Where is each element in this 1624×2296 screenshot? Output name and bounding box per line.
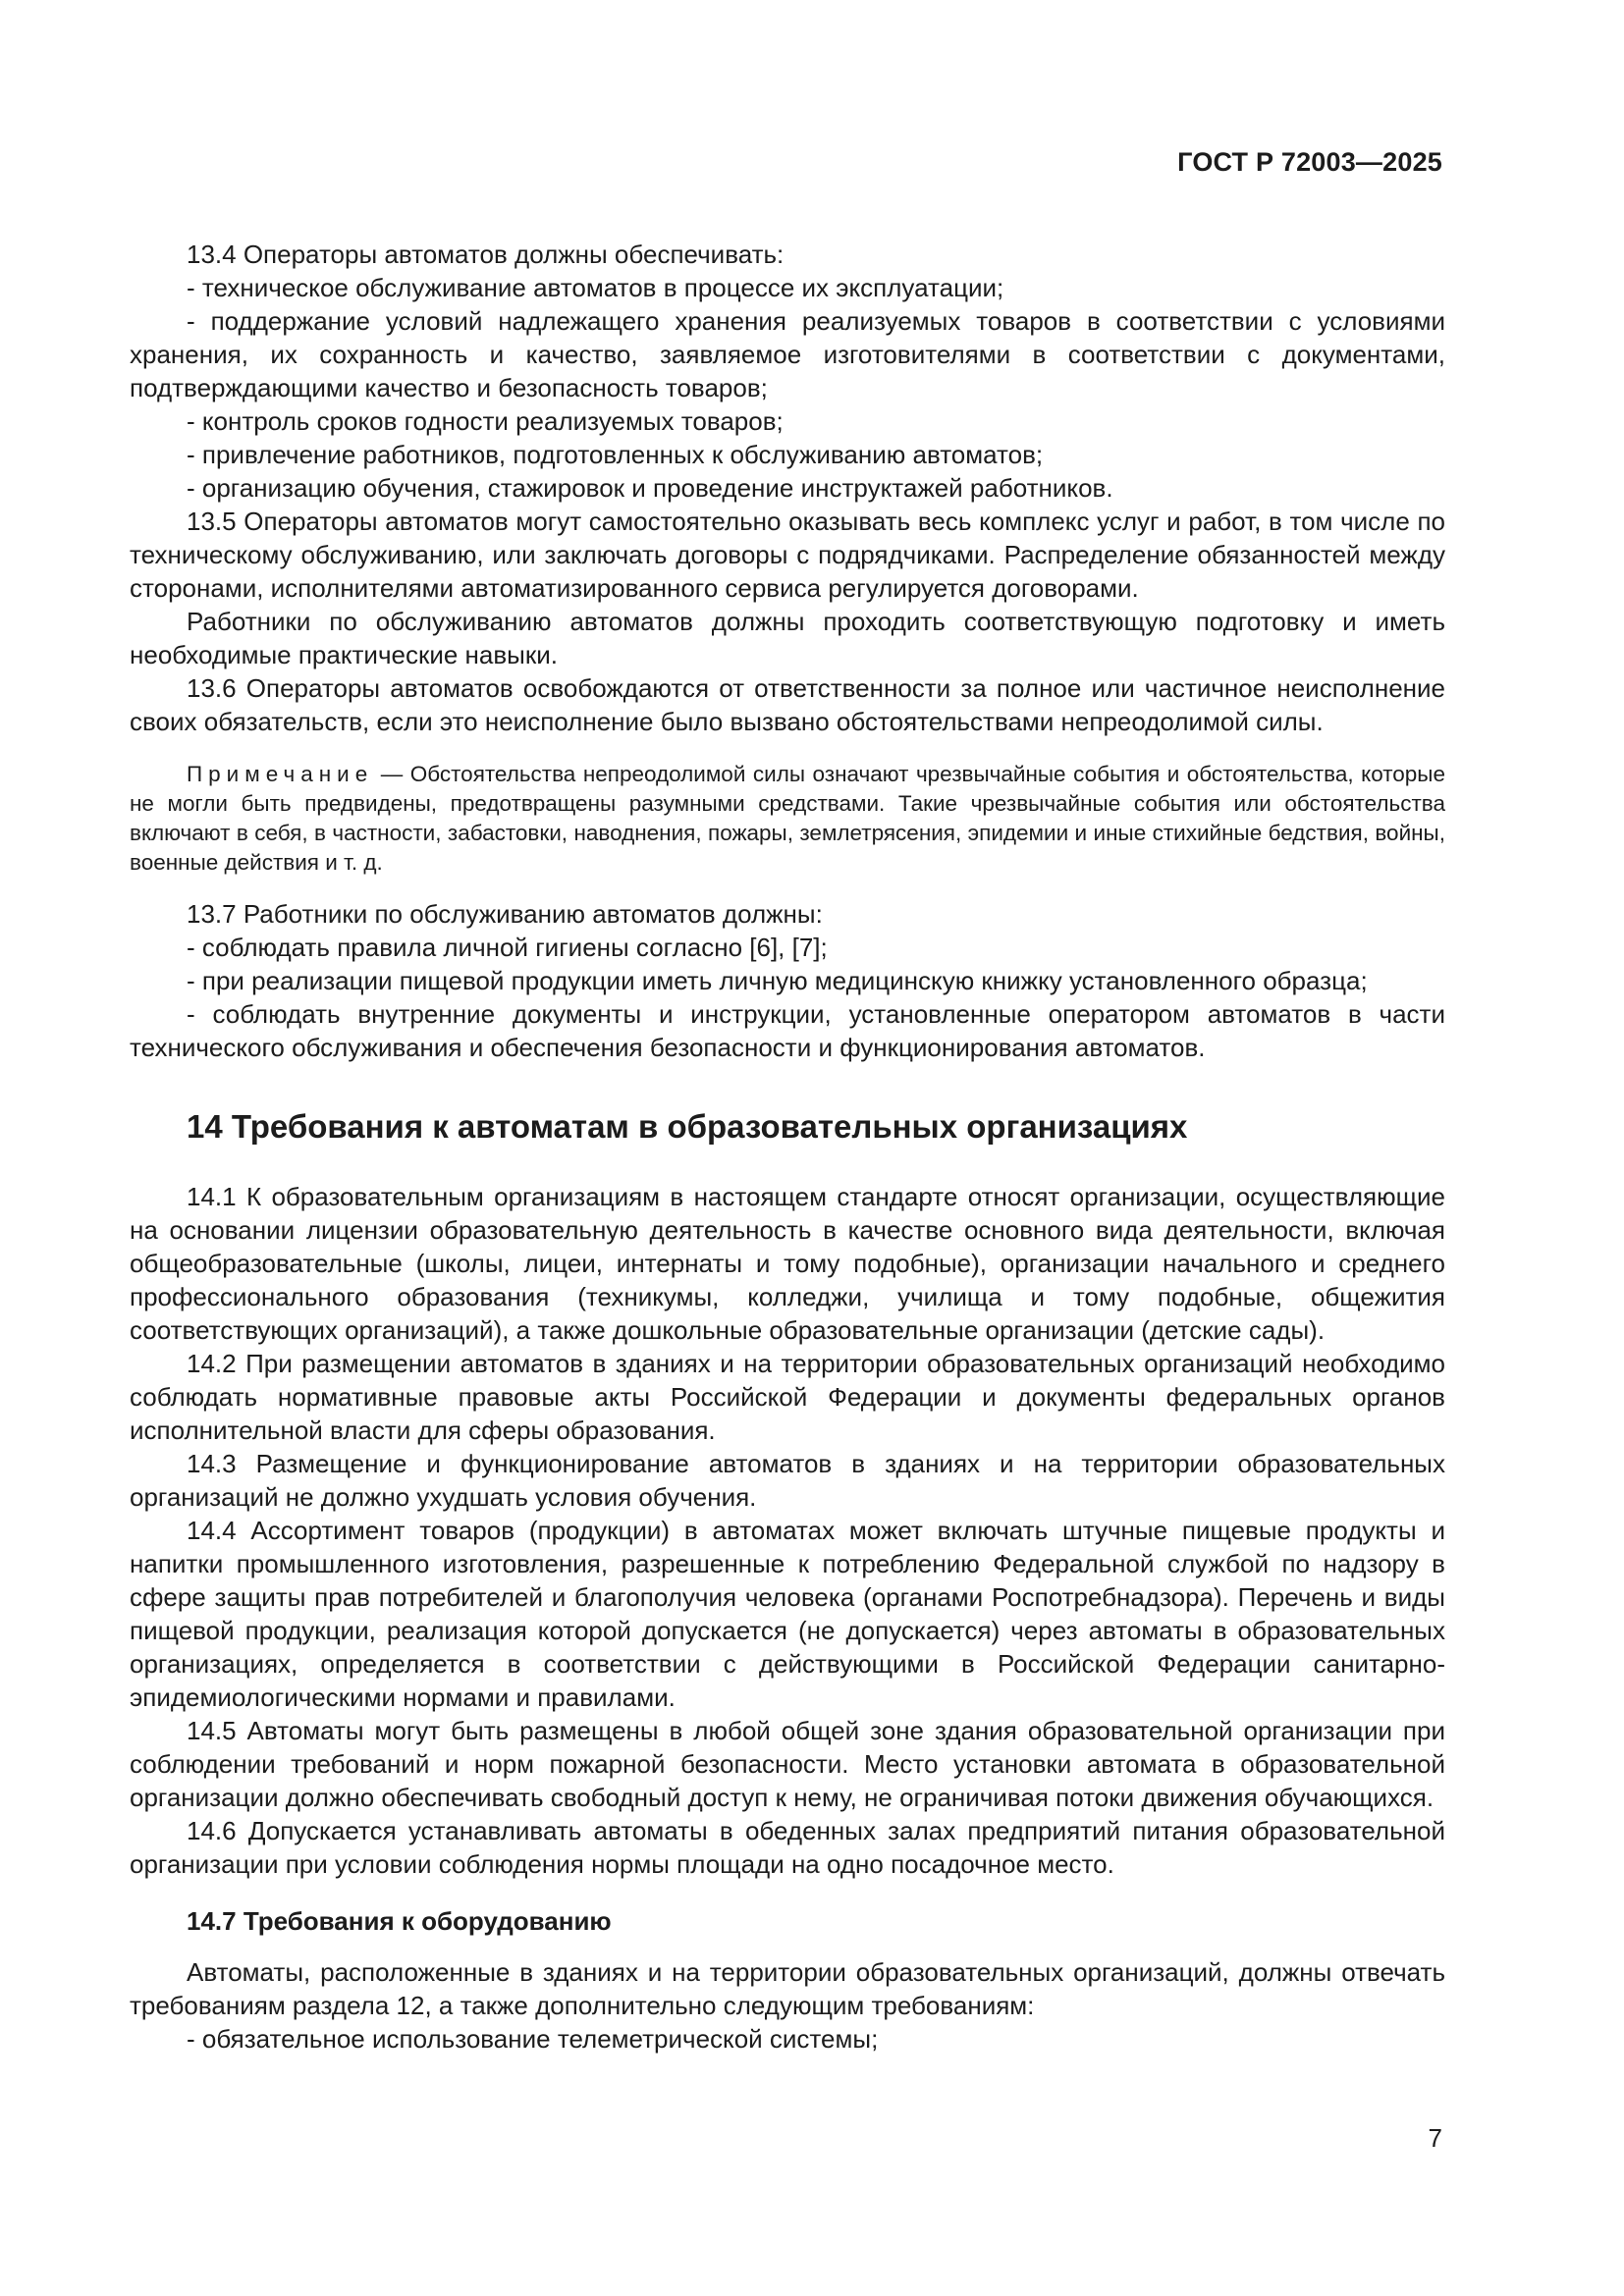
clause-13-6: 13.6 Операторы автоматов освобождаются от ответственности за полное или частичное неисполнение своих обязательств, если это неисполнение было вызвано обстоятельствами непреодолимой силы. — [130, 673, 1445, 736]
clause-13-7-block — [130, 897, 1445, 1064]
note-label: Примечание — [187, 762, 374, 786]
list-item: - поддержание условий надлежащего хранения реализуемых товаров в соответствии с условиями хранения, их сохранность и качество, заявляемое изготовителями в соответствии с документами, подтверждающими качество и безопасность товаров; — [130, 306, 1445, 402]
clause-14-1: 14.1 К образовательным организациям в настоящем стандарте относят организации, осуществляющие на основании лицензии образовательную деятельность в качестве основного вида деятельности, включая общеобразовательные (школы, лицеи, интернаты и тому подобные), организации начального и среднего профессионального образования (техникумы, колледжи, училища и тому подобные, общежития соответствующих организаций), а также дошкольные образовательные организации (детские сады). — [130, 1182, 1445, 1345]
page-number: 7 — [1428, 2123, 1442, 2153]
list-item: - организацию обучения, стажировок и проведение инструктажей работников. — [187, 473, 1113, 503]
list-item: - соблюдать внутренние документы и инструкции, установленные оператором автоматов в части технического обслуживания и обеспечения безопасности и функционирования автоматов. — [130, 999, 1445, 1062]
section-14-body — [130, 1180, 1445, 1881]
section-14-heading: 14 Требования к автоматам в образовательных организациях — [187, 1108, 1188, 1145]
document-code: ГОСТ Р 72003—2025 — [1177, 147, 1442, 177]
list-item: - при реализации пищевой продукции иметь личную медицинскую книжку установленного образца; — [187, 966, 1368, 995]
clause-14-4: 14.4 Ассортимент товаров (продукции) в автоматах может включать штучные пищевые продукты и напитки промышленного изготовления, разрешенные к потреблению Федеральной службой по надзору в сфере защиты прав потребителей и благополучия человека (органами Роспотребнадзора). Перечень и виды пищевой продукции, реализация которой допускается (не допускается) через автоматы в образовательных организациях, определяется в соответствии с действующими в Российской Федерации санитарно-эпидемиологическими нормами и правилами. — [130, 1516, 1445, 1712]
clause-13-4: 13.4 Операторы автоматов должны обеспечивать: — [187, 240, 785, 269]
list-item: - техническое обслуживание автоматов в процессе их эксплуатации; — [187, 273, 1004, 302]
subsection-14-7-heading: 14.7 Требования к оборудованию — [187, 1906, 612, 1936]
list-item: - привлечение работников, подготовленных к обслуживанию автоматов; — [187, 440, 1044, 469]
clause-13-4-block — [130, 238, 1445, 738]
note — [130, 760, 1445, 878]
clause-14-2: 14.2 При размещении автоматов в зданиях и на территории образовательных организаций необходимо соблюдать нормативные правовые акты Российской Федерации и документы федеральных органов исполнительной власти для сферы образования. — [130, 1349, 1445, 1445]
paragraph: Автоматы, расположенные в зданиях и на территории образовательных организаций, должны отвечать требованиям раздела 12, а также дополнительно следующим требованиям: — [130, 1957, 1445, 2020]
paragraph: Работники по обслуживанию автоматов должны проходить соответствующую подготовку и иметь необходимые практические навыки. — [130, 607, 1445, 669]
list-item: - обязательное использование телеметрической системы; — [187, 2024, 879, 2054]
subsection-14-7-body — [130, 1955, 1445, 2056]
clause-14-5: 14.5 Автоматы могут быть размещены в любой общей зоне здания образовательной организации при соблюдении требований и норм пожарной безопасности. Место установки автомата в образовательной организации должно обеспечивать свободный доступ к нему, не ограничивая потоки движения обучающихся. — [130, 1716, 1445, 1812]
note-text: — Обстоятельства непреодолимой силы означают чрезвычайные события и обстоятельства, которые не могли быть предвидены, предотвращены разумными средствами. Такие чрезвычайные события или обстоятельства включают в себя, в частности, забастовки, наводнения, пожары, землетрясения, эпидемии и иные стихийные бедствия, войны, военные действия и т. д. — [130, 762, 1445, 875]
clause-13-5: 13.5 Операторы автоматов могут самостоятельно оказывать весь комплекс услуг и работ, в том числе по техническому обслуживанию, или заключать договоры с подрядчиками. Распределение обязанностей между сторонами, исполнителями автоматизированного сервиса регулируется договорами. — [130, 507, 1445, 603]
page-content — [130, 228, 1445, 2056]
clause-14-6: 14.6 Допускается устанавливать автоматы в обеденных залах предприятий питания образовательной организации при условии соблюдения нормы площади на одно посадочное место. — [130, 1816, 1445, 1879]
list-item: - контроль сроков годности реализуемых товаров; — [187, 406, 784, 436]
clause-13-7: 13.7 Работники по обслуживанию автоматов должны: — [187, 899, 823, 929]
clause-14-3: 14.3 Размещение и функционирование автоматов в зданиях и на территории образовательных организаций не должно ухудшать условия обучения. — [130, 1449, 1445, 1512]
list-item: - соблюдать правила личной гигиены согласно [6], [7]; — [187, 933, 828, 962]
